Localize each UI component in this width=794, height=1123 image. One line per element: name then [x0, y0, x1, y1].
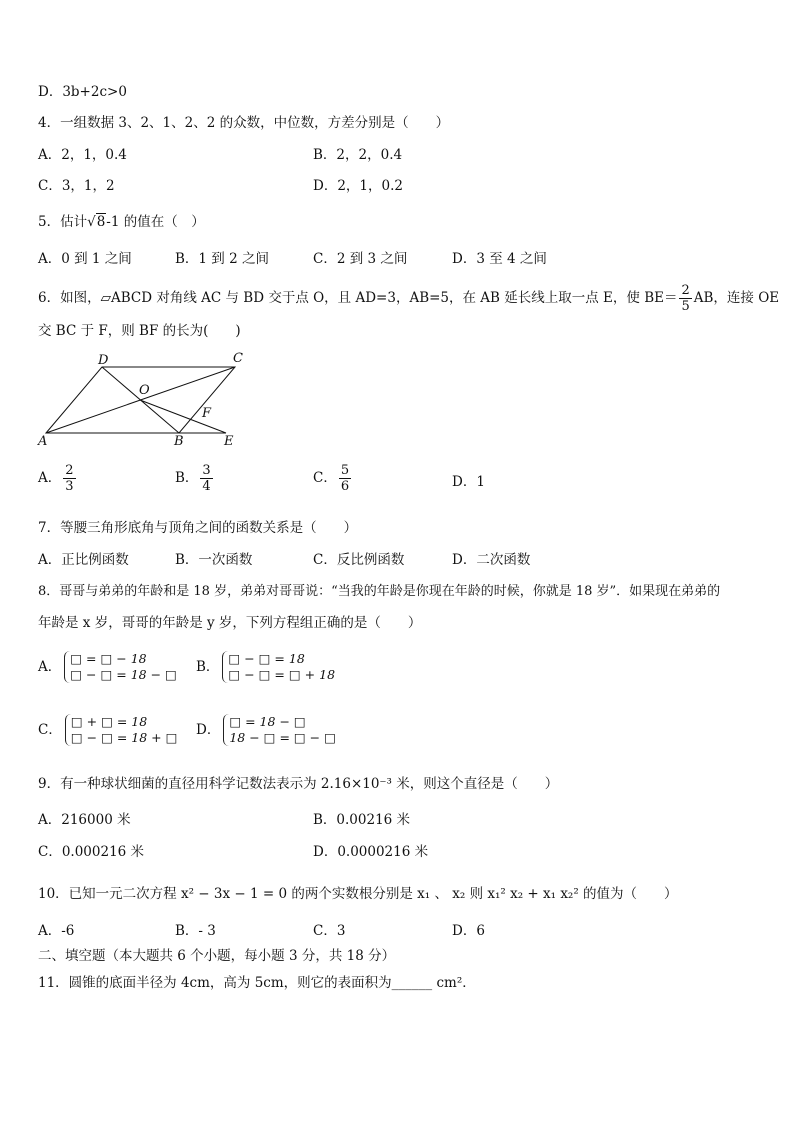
q8-b-label: B．	[196, 659, 220, 675]
q6-a-label: A．	[38, 470, 62, 486]
q8-option-c	[38, 714, 177, 746]
q7-option-d: D．二次函数	[452, 552, 531, 568]
q6-frac-den: 5	[681, 299, 690, 314]
q6-option-a	[38, 463, 78, 494]
q5-option-a: A．0 到 1 之间	[38, 251, 132, 267]
q8-d-system	[223, 714, 336, 746]
q5-option-b: B．1 到 2 之间	[175, 251, 269, 267]
q4-option-c: C．3，1，2	[38, 178, 115, 194]
q8-b-eq1: □ − □ = 18	[228, 651, 305, 666]
q6-b-fraction	[200, 463, 212, 494]
q5-option-d: D．3 至 4 之间	[452, 251, 547, 267]
q11-stem: 11．圆锥的底面半径为 4cm，高为 5cm，则它的表面积为______ cm²．	[38, 975, 476, 991]
q8-stem-line1: 8．哥哥与弟弟的年龄和是 18 岁，弟弟对哥哥说：“当我的年龄是你现在年龄的时候，你就是 18 岁”．如果现在弟弟的	[38, 584, 721, 599]
q10-option-b: B．- 3	[175, 923, 216, 939]
q6-stem-line2: 交 BC 于 F，则 BF 的长为( )	[38, 323, 241, 339]
q6-a-fraction	[63, 463, 75, 494]
q6-a-den: 3	[65, 479, 74, 494]
q8-a-label: A．	[38, 659, 62, 675]
q4-stem: 4．一组数据 3、2、1、2、2 的众数，中位数，方差分别是（ ）	[38, 115, 450, 131]
q4-option-a: A．2，1，0.4	[38, 147, 127, 163]
q8-b-eq2: □ − □ = □ + 18	[228, 667, 336, 682]
q9-stem: 9．有一种球状细菌的直径用科学记数法表示为 2.16×10⁻³ 米，则这个直径是（ ）	[38, 776, 559, 792]
q7-option-a: A．正比例函数	[38, 552, 129, 568]
section-heading: 二、填空题（本大题共 6 个小题，每小题 3 分，共 18 分）	[38, 948, 396, 964]
q10-option-a: A．-6	[38, 923, 75, 939]
q6-a-num: 2	[65, 463, 74, 478]
q5-option-c: C．2 到 3 之间	[313, 251, 408, 267]
label-c: C	[233, 351, 243, 366]
q6-option-c	[313, 463, 353, 494]
q8-a-eq1: □ = □ − 18	[70, 651, 147, 666]
q8-d-eq1: □ = 18 − □	[229, 714, 306, 729]
q8-c-eq1: □ + □ = 18	[70, 714, 148, 729]
q8-stem-line2: 年龄是 x 岁，哥哥的年龄是 y 岁，下列方程组正确的是（ ）	[38, 615, 422, 631]
q6-b-den: 4	[202, 479, 211, 494]
q6-frac-num: 2	[681, 283, 690, 298]
label-o: O	[139, 383, 150, 398]
q6-figure	[36, 348, 251, 450]
label-d: D	[98, 353, 109, 368]
q8-a-system	[64, 651, 177, 683]
q7-option-b: B．一次函数	[175, 552, 253, 568]
q10-option-d: D．6	[452, 923, 485, 939]
q8-a-eq2: □ − □ = 18 − □	[70, 667, 177, 682]
label-e: E	[224, 434, 234, 449]
q3-option-d: D．3b+2c>0	[38, 84, 127, 100]
q5-radicand: 8	[96, 214, 106, 230]
q5-stem-pre: 5．估计	[38, 214, 88, 230]
q6-option-b	[175, 463, 215, 494]
q6-c-label: C．	[313, 470, 337, 486]
q6-c-den: 6	[340, 479, 350, 494]
sqrt-icon: √	[87, 214, 96, 230]
label-a: A	[38, 434, 48, 449]
q6-b-label: B．	[175, 470, 199, 486]
q6-stem	[38, 283, 779, 314]
q4-option-b: B．2，2，0.4	[313, 147, 403, 163]
q6-stem-post: AB，连接 OE	[693, 290, 780, 306]
q6-c-fraction	[339, 463, 351, 494]
q8-d-label: D．	[196, 722, 221, 738]
q9-option-b: B．0.00216 米	[313, 812, 411, 828]
q8-d-eq2: 18 − □ = □ − □	[229, 730, 336, 745]
q8-c-eq2: □ − □ = 18 + □	[70, 730, 178, 745]
label-f: F	[202, 406, 212, 421]
q8-option-b	[196, 651, 335, 683]
q8-c-label: C．	[38, 722, 62, 738]
q6-fraction	[679, 283, 691, 314]
q5-stem-post: -1 的值在（ ）	[106, 214, 205, 230]
q10-option-c: C．3	[313, 923, 346, 939]
q6-option-d: D．1	[452, 474, 485, 490]
q5-stem	[38, 213, 205, 231]
q4-option-d: D．2，1，0.2	[313, 178, 403, 194]
q7-stem: 7．等腰三角形底角与顶角之间的函数关系是（ ）	[38, 520, 358, 536]
q9-option-d: D．0.0000216 米	[313, 844, 429, 860]
q8-c-system	[65, 714, 178, 746]
q8-option-d	[196, 714, 336, 746]
q9-option-a: A．216000 米	[38, 812, 131, 828]
q6-c-num: 5	[340, 463, 350, 478]
label-b: B	[174, 434, 184, 449]
q6-b-num: 3	[202, 463, 211, 478]
q8-option-a	[38, 651, 177, 683]
q8-b-system	[222, 651, 335, 683]
q7-option-c: C．反比例函数	[313, 552, 405, 568]
q6-stem-pre: 6．如图，▱ABCD 对角线 AC 与 BD 交于点 O，且 AD=3，AB=5，在 AB 延长线上取一点 E，使 BE＝	[38, 290, 678, 306]
q9-option-c: C．0.000216 米	[38, 844, 145, 860]
q10-stem: 10．已知一元二次方程 x² − 3x − 1 = 0 的两个实数根分别是 x₁ 、 x₂ 则 x₁² x₂ + x₁ x₂² 的值为（ ）	[38, 886, 678, 902]
